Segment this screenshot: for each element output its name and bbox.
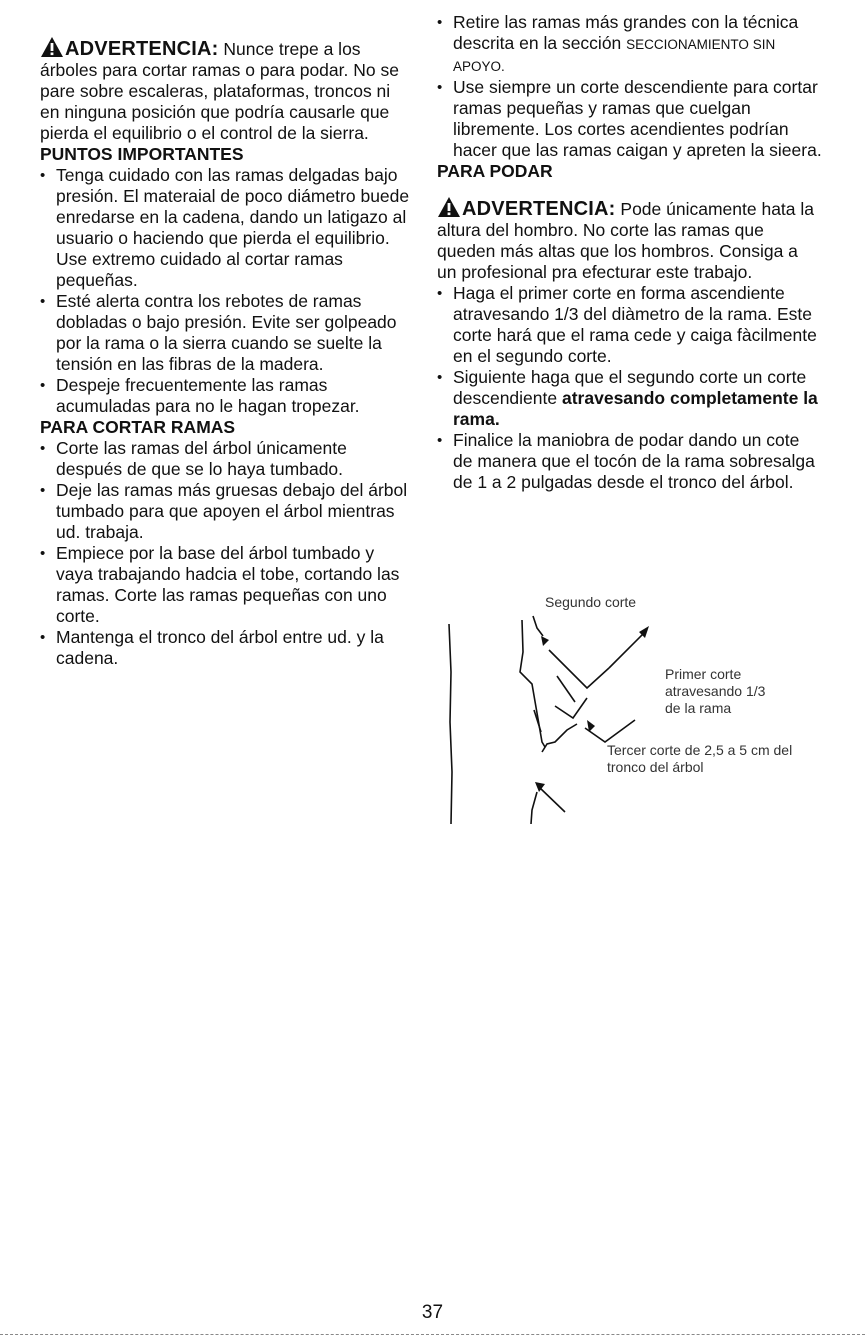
podar-list xyxy=(437,283,822,493)
section-heading-ramas: PARA CORTAR RAMAS xyxy=(40,417,236,437)
trunk-line xyxy=(449,624,452,824)
warning-triangle-icon xyxy=(437,196,461,218)
list-item: • Esté alerta contra los rebotes de ramas dobladas o bajo presión. Evite ser golpeado por la rama o la sierra cuando se suelte la tensión en las fibras de la madera. xyxy=(40,291,410,375)
section-reference: SECCIONAMIENTO SIN APOYO. xyxy=(453,37,776,74)
first-cut-mark xyxy=(549,650,609,688)
ramas-list-continued xyxy=(437,12,822,161)
figure-label-first-cut: Primer corte atravesando 1/3 de la rama xyxy=(665,666,766,716)
warning-block xyxy=(40,36,410,144)
right-column xyxy=(437,12,822,493)
bottom-divider xyxy=(0,1334,865,1335)
figure-label-third-cut: Tercer corte de 2,5 a 5 cm del tronco del árbol xyxy=(607,742,793,775)
second-cut-mark xyxy=(609,630,647,668)
warning-text: Nunce trepe a los árboles para cortar ramas o para podar. No se pare sobre escaleras, plataformas, troncos ni en ninguna posición que podría causarle que pierda el equilibrio o el control de la sierra. xyxy=(40,39,399,143)
emphasis-text: atravesando completamente la rama. xyxy=(453,388,818,429)
list-item: • Siguiente haga que el segundo corte un corte descendiente atravesando completamente la rama. xyxy=(437,367,822,430)
figure-label-second-cut: Segundo corte xyxy=(545,594,637,610)
warning-title: ADVERTENCIA: xyxy=(462,198,616,220)
warning-block xyxy=(437,196,822,283)
list-item: • Tenga cuidado con las ramas delgadas bajo presión. El materaial de poco diámetro buede enredarse en la cadena, dando un latigazo al usuario o haciendo que pierda el equilibrio. Use extremo cuidado al cortar ramas pequeñas. xyxy=(40,165,410,291)
list-item: • Empiece por la base del árbol tumbado y vaya trabajando hadcia el tobe, cortando las ramas. Corte las ramas pequeñas con uno corte. xyxy=(40,543,410,627)
list-item: • Haga el primer corte en forma ascendiente atravesando 1/3 del diàmetro de la rama. Este corte hará que el rama cede y caiga fàcilmente en el segundo corte. xyxy=(437,283,822,367)
list-item: • Mantenga el tronco del árbol entre ud. y la cadena. xyxy=(40,627,410,669)
list-item: • Despeje frecuentemente las ramas acumuladas para no le hagan tropezar. xyxy=(40,375,410,417)
list-item: • Retire las ramas más grandes con la técnica descrita en la sección SECCIONAMIENTO SIN APOYO. xyxy=(437,12,822,77)
pruning-diagram-drawing xyxy=(437,592,837,832)
ramas-list xyxy=(40,438,410,669)
pruning-diagram xyxy=(437,592,837,832)
list-item: • Corte las ramas del árbol únicamente después de que se lo haya tumbado. xyxy=(40,438,410,480)
puntos-list xyxy=(40,165,410,417)
section-heading-podar: PARA PODAR xyxy=(437,161,553,181)
warning-triangle-icon xyxy=(40,36,64,58)
list-item: • Deje las ramas más gruesas debajo del árbol tumbado para que apoyen el árbol mientras ud. trabaja. xyxy=(40,480,410,543)
page-number: 37 xyxy=(421,1302,444,1323)
warning-text: Pode únicamente hata la altura del hombro. No corte las ramas que queden más altas que los hombros. Consiga a un profesional pra efecturar este trabajo. xyxy=(437,199,815,282)
branch-lower-line xyxy=(542,724,577,752)
list-item: • Finalice la maniobra de podar dando un cote de manera que el tocón de la rama sobresalga de 1 a 2 pulgadas desde el tronco del árbol. xyxy=(437,430,822,493)
list-item: • Use siempre un corte descendiente para cortar ramas pequeñas y ramas que cuelgan libremente. Los cortes acendientes podrían hacer que las ramas caigan y apreten la sieera. xyxy=(437,77,822,161)
section-heading-puntos: PUNTOS IMPORTANTES xyxy=(40,144,244,164)
left-column xyxy=(40,0,410,669)
branch-upper-line xyxy=(520,620,545,747)
warning-title: ADVERTENCIA: xyxy=(65,38,219,60)
